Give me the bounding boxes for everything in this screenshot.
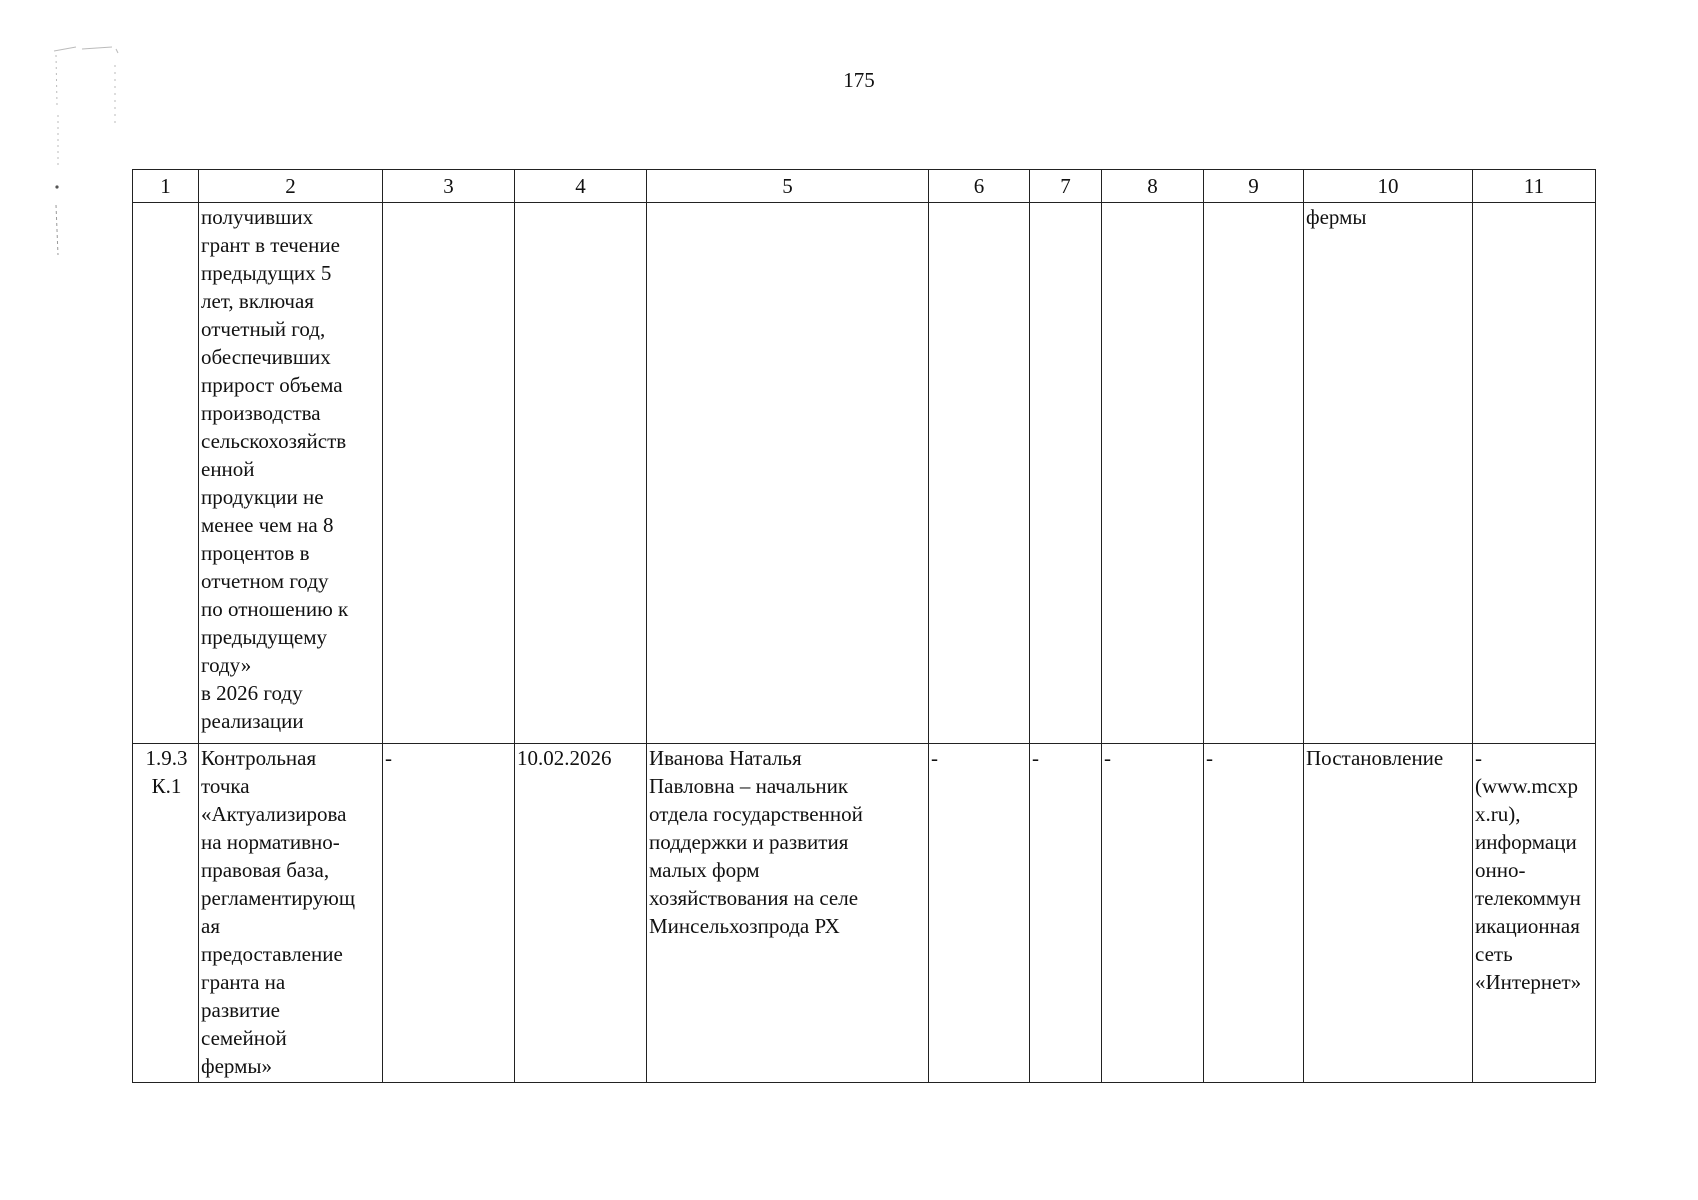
row2-cell-11-line: - xyxy=(1475,746,1482,770)
row1-cell-1 xyxy=(133,203,199,744)
column-header-1: 1 xyxy=(133,170,199,203)
table-row xyxy=(133,744,1596,1083)
column-header-10: 10 xyxy=(1304,170,1473,203)
row2-cell-2-line: на нормативно- xyxy=(201,830,340,854)
row2-cell-5-line: малых форм xyxy=(649,858,760,882)
row2-cell-10: Постановление xyxy=(1304,744,1473,1083)
column-header-7: 7 xyxy=(1030,170,1102,203)
row1-cell-2-line: отчетный год, xyxy=(201,317,326,341)
row1-cell-9 xyxy=(1204,203,1304,744)
row2-cell-9: - xyxy=(1204,744,1304,1083)
row1-cell-2-line: продукции не xyxy=(201,485,324,509)
column-header-2: 2 xyxy=(199,170,383,203)
row2-cell-2-line: семейной xyxy=(201,1026,287,1050)
row1-cell-2 xyxy=(199,203,383,744)
row1-cell-3 xyxy=(383,203,515,744)
column-header-11: 11 xyxy=(1473,170,1596,203)
table-row xyxy=(133,203,1596,744)
row1-cell-2-line: предыдущих 5 xyxy=(201,261,332,285)
row1-cell-2-line: грант в течение xyxy=(201,233,340,257)
row2-cell-6: - xyxy=(929,744,1030,1083)
row1-cell-2-line: обеспечивших xyxy=(201,345,331,369)
row1-cell-2-line: лет, включая xyxy=(201,289,314,313)
row1-cell-11 xyxy=(1473,203,1596,744)
row1-cell-2-line: году» xyxy=(201,653,252,677)
column-header-5: 5 xyxy=(647,170,929,203)
row1-cell-8 xyxy=(1102,203,1204,744)
column-header-3: 3 xyxy=(383,170,515,203)
row2-cell-11-line: «Интернет» xyxy=(1475,970,1582,994)
table-header-row xyxy=(133,170,1596,203)
row2-cell-4: 10.02.2026 xyxy=(515,744,647,1083)
row1-cell-2-line: прирост объема xyxy=(201,373,343,397)
row2-cell-2-line: регламентирующ xyxy=(201,886,356,910)
row2-cell-5-line: хозяйствования на селе xyxy=(649,886,859,910)
row1-cell-2-line: сельскохозяйств xyxy=(201,429,347,453)
row1-cell-2-line: енной xyxy=(201,457,255,481)
row2-cell-2 xyxy=(199,744,383,1083)
row2-cell-11-line: (www.mcxp xyxy=(1475,774,1579,798)
row1-cell-2-line: предыдущему xyxy=(201,625,328,649)
row1-cell-2-line: отчетном году xyxy=(201,569,329,593)
row2-cell-11-line: x.ru), xyxy=(1475,802,1521,826)
row2-cell-11 xyxy=(1473,744,1596,1083)
page-number: 175 xyxy=(843,68,875,92)
row2-cell-2-line: фермы» xyxy=(201,1054,273,1078)
row2-cell-11-line: онно- xyxy=(1475,858,1526,882)
row1-cell-2-line: реализации xyxy=(201,709,304,733)
column-header-4: 4 xyxy=(515,170,647,203)
column-header-6: 6 xyxy=(929,170,1030,203)
row2-cell-5 xyxy=(647,744,929,1083)
row1-cell-6 xyxy=(929,203,1030,744)
row1-cell-2-line: производства xyxy=(201,401,321,425)
row2-cell-5-line: Иванова Наталья xyxy=(649,746,802,770)
row2-cell-3: - xyxy=(383,744,515,1083)
row2-cell-8: - xyxy=(1102,744,1204,1083)
row1-cell-2-line: менее чем на 8 xyxy=(201,513,334,537)
row2-cell-2-line: правовая база, xyxy=(201,858,330,882)
row2-cell-2-line: гранта на xyxy=(201,970,286,994)
row2-cell-1 xyxy=(133,744,199,1083)
row1-cell-7 xyxy=(1030,203,1102,744)
document-table xyxy=(132,169,1596,1083)
row2-cell-2-line: ая xyxy=(201,914,220,938)
row2-cell-11-line: телекоммун xyxy=(1475,886,1581,910)
row2-cell-5-line: Минсельхозпрода РХ xyxy=(649,914,840,938)
row2-cell-2-line: предоставление xyxy=(201,942,343,966)
row2-cell-1-line: К.1 xyxy=(151,774,182,798)
row2-cell-11-line: информаци xyxy=(1475,830,1577,854)
row2-cell-1-line: 1.9.3 xyxy=(145,746,188,770)
column-header-8: 8 xyxy=(1102,170,1204,203)
row2-cell-5-line: поддержки и развития xyxy=(649,830,849,854)
row2-cell-5-line: Павловна – начальник xyxy=(649,774,849,798)
row2-cell-2-line: развитие xyxy=(201,998,281,1022)
row1-cell-5 xyxy=(647,203,929,744)
row2-cell-2-line: Контрольная xyxy=(201,746,317,770)
row1-cell-2-line: в 2026 году xyxy=(201,681,303,705)
row2-cell-5-line: отдела государственной xyxy=(649,802,863,826)
row2-cell-11-line: сеть xyxy=(1475,942,1513,966)
row1-cell-2-line: процентов в xyxy=(201,541,310,565)
row1-cell-2-line: получивших xyxy=(201,205,314,229)
row2-cell-7: - xyxy=(1030,744,1102,1083)
row2-cell-2-line: «Актуализирова xyxy=(201,802,347,826)
row2-cell-2-line: точка xyxy=(201,774,250,798)
row1-cell-10: фермы xyxy=(1304,203,1473,744)
row1-cell-2-line: по отношению к xyxy=(201,597,349,621)
row1-cell-4 xyxy=(515,203,647,744)
row2-cell-11-line: икационная xyxy=(1475,914,1580,938)
column-header-9: 9 xyxy=(1204,170,1304,203)
